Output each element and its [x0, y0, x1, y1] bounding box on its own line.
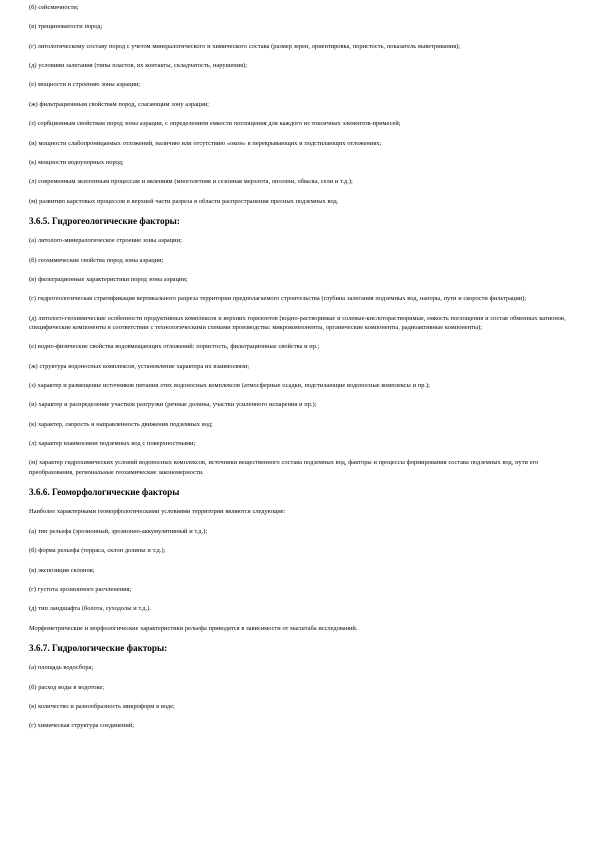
- list-item: (в) трещиноватости пород;: [29, 23, 103, 31]
- section-heading-hydrogeological: 3.6.5. Гидрогеологические факторы:: [29, 216, 180, 227]
- list-item: (ж) фильтрационным свойствам пород, слагающим зону аэрации;: [29, 100, 209, 108]
- section-heading-hydrological: 3.6.7. Гидрологические факторы:: [29, 643, 168, 654]
- list-item: (и) мощности слабопроницаемых отложений, наличию или отсутствию «окон» в перекрывающих и подстилающих отложениях;: [29, 139, 382, 147]
- list-item: (в) экспозиция склонов;: [29, 566, 95, 574]
- list-item: (а) тип рельефа (эрозионный, эрозионно-аккумулятивный и т.д.);: [29, 527, 208, 535]
- list-item: (в) фильтрационные характеристики пород зоны аэрации;: [29, 276, 188, 284]
- list-item: (д) тип ландшафта (болота, суходолы и т.д.).: [29, 605, 151, 613]
- list-item: (и) характер и распределение участков разгрузки (речные долины, участки усиленного испарения и пр.);: [29, 401, 317, 409]
- list-item: (з) характер и размещение источников питания этих водоносных комплексов (атмосферные осадки, подстилающие водоносные комплексы и пр.);: [29, 382, 430, 390]
- list-item: (б) расход воды в водотоке;: [29, 683, 105, 691]
- list-item: (а) литолого-минералогическое строение зоны аэрации;: [29, 237, 182, 245]
- list-item: (а) площадь водосбора;: [29, 664, 94, 672]
- list-item: (б) сейсмичности;: [29, 4, 79, 11]
- list-item: (д) условиям залегания (типы пластов, их контакты, складчатость, нарушения);: [29, 61, 247, 69]
- paragraph: Наиболее характерными геоморфологическими условиями территории являются следующие:: [29, 508, 286, 516]
- list-item: (ж) структура водоносных комплексов, установление характера их взаимосвязи;: [29, 362, 250, 370]
- list-item: (л) характер взаимосвязи подземных вод с поверхностными;: [29, 440, 196, 448]
- list-item: (е) мощности и строению зоны аэрации;: [29, 81, 141, 89]
- list-item: (м) характер гидрохимических условий водоносных комплексов, источники вещественного состава подземных вод, факторы и процессы формирования состава подземных вод, пути его преобразования, региональные геохимические закономерности.: [29, 459, 539, 476]
- list-item: (к) характер, скорость и направленность движения подземных вод;: [29, 420, 213, 428]
- list-item: (м) развитию карстовых процессов в верхней части разреза в области распространения пресных подземных вод.: [29, 197, 339, 205]
- list-item: (г) гидрогеологическая стратификация вертикального разреза территории предполагаемого строительства (глубина залегания подземных вод, напоры, пути и скорости фильтрации);: [29, 295, 527, 303]
- list-item: (д) литолого-геохимические особенности продуктивных комплексов и верхних горизонтов (водно-растворимые и солевые-кислоторастворимые, емкость поглощения и состав обменных катионов, специфические компоненты в соответствии с технологическими схемами производства: микрокомпоненты, органические компоненты, радиоактивные компоненты);: [29, 314, 566, 332]
- list-item: (в) количество и разнообразность микроформ в воде;: [29, 703, 175, 711]
- list-item: (б) форма рельефа (терраса, склон долины и т.д.);: [29, 547, 166, 555]
- list-item: (к) мощности водоупорных пород;: [29, 158, 124, 166]
- list-item: (г) химическая структура соединений;: [29, 722, 134, 730]
- list-item: (г) литологическому составу пород с учетом минералогического и химического состава (размер зерен, ориентировка, пористость, показатель выветривания);: [29, 42, 461, 50]
- list-item: (б) геохимические свойства пород зоны аэрации;: [29, 256, 164, 264]
- list-item: (г) густота эрозионного расчленения;: [29, 585, 132, 593]
- section-heading-geomorphological: 3.6.6. Геоморфологические факторы: [29, 487, 180, 498]
- list-item: (е) водно-физические свойства водовмещающих отложений: пористость, фильтрационные свойства и пр.;: [29, 343, 320, 351]
- list-item: (з) сорбционным свойствам пород зоны аэрации, с определением емкости поглощения для каждого из токсичных элементов-примесей;: [29, 120, 401, 128]
- paragraph: Морфометрические и морфологические характеристики рельефа приводятся в зависимости от масштаба исследований.: [29, 624, 358, 632]
- list-item: (л) современным экзогенным процессам и явлениям (многолетняя и сезонная мерзлота, оползни, обвалы, сели и т.д.);: [29, 178, 353, 186]
